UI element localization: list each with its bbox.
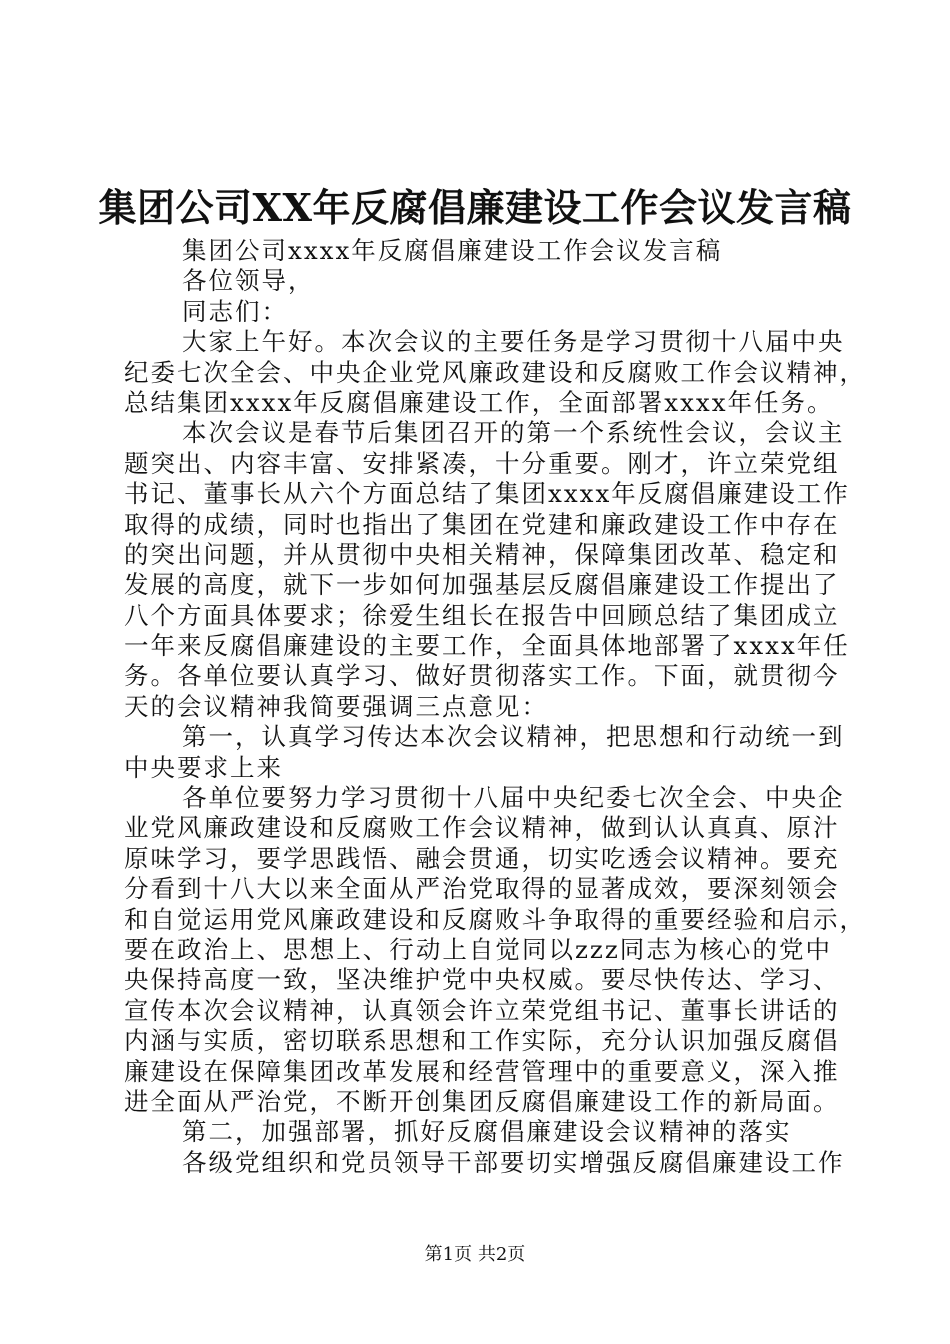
text-line: 本次会议是春节后集团召开的第一个系统性会议，会议主	[182, 418, 845, 448]
section-heading: 中央要求上来	[124, 752, 283, 782]
document-body	[124, 236, 866, 1178]
text-line: 各单位要努力学习贯彻十八届中央纪委七次全会、中央企	[182, 783, 845, 813]
text-line: 要在政治上、思想上、行动上自觉同以zzz同志为核心的党中	[124, 934, 832, 964]
text-line: 一年来反腐倡廉建设的主要工作，全面具体地部署了xxxx年任	[124, 631, 850, 661]
text-line: 宣传本次会议精神，认真领会许立荣党组书记、董事长讲话的	[124, 995, 840, 1025]
text-line: 业党风廉政建设和反腐败工作会议精神，做到认认真真、原汁	[124, 813, 840, 843]
text-line: 取得的成绩，同时也指出了集团在党建和廉政建设工作中存在	[124, 509, 840, 539]
text-line: 廉建设在保障集团改革发展和经营管理中的重要意义，深入推	[124, 1056, 840, 1086]
text-line: 各位领导，	[182, 266, 315, 296]
text-line: 各级党组织和党员领导干部要切实增强反腐倡廉建设工作	[182, 1147, 845, 1177]
text-line: 和自觉运用党风廉政建设和反腐败斗争取得的重要经验和启示，	[124, 904, 866, 934]
text-line: 总结集团xxxx年反腐倡廉建设工作，全面部署xxxx年任务。	[124, 387, 834, 417]
text-line: 天的会议精神我简要强调三点意见：	[124, 691, 548, 721]
text-line: 央保持高度一致，坚决维护党中央权威。要尽快传达、学习、	[124, 965, 840, 995]
text-line: 进全面从严治党，不断开创集团反腐倡廉建设工作的新局面。	[124, 1086, 840, 1116]
text-line: 内涵与实质，密切联系思想和工作实际，充分认识加强反腐倡	[124, 1026, 840, 1056]
text-line: 大家上午好。本次会议的主要任务是学习贯彻十八届中央	[182, 327, 845, 357]
text-line: 发展的高度，就下一步如何加强基层反腐倡廉建设工作提出了	[124, 570, 840, 600]
text-line: 的突出问题，并从贯彻中央相关精神，保障集团改革、稳定和	[124, 539, 840, 569]
section-heading: 第一，认真学习传达本次会议精神，把思想和行动统一到	[182, 722, 845, 752]
text-line: 原味学习，要学思践悟、融会贯通，切实吃透会议精神。要充	[124, 843, 840, 873]
text-line: 集团公司xxxx年反腐倡廉建设工作会议发言稿	[182, 236, 723, 265]
text-line: 书记、董事长从六个方面总结了集团xxxx年反腐倡廉建设工作	[124, 479, 850, 509]
section-heading: 第二，加强部署，抓好反腐倡廉建设会议精神的落实	[182, 1117, 792, 1147]
text-line: 题突出、内容丰富、安排紧凑，十分重要。刚才，许立荣党组	[124, 448, 840, 478]
text-line: 纪委七次全会、中央企业党风廉政建设和反腐败工作会议精神，	[124, 357, 866, 387]
page-number: 第1页 共2页	[424, 1244, 526, 1265]
text-line: 务。各单位要认真学习、做好贯彻落实工作。下面，就贯彻今	[124, 661, 840, 691]
document-title: 集团公司XX年反腐倡廉建设工作会议发言稿	[98, 185, 852, 230]
text-line: 八个方面具体要求；徐爱生组长在报告中回顾总结了集团成立	[124, 600, 840, 630]
text-line: 同志们：	[182, 296, 288, 326]
text-line: 分看到十八大以来全面从严治党取得的显著成效，要深刻领会	[124, 874, 840, 904]
